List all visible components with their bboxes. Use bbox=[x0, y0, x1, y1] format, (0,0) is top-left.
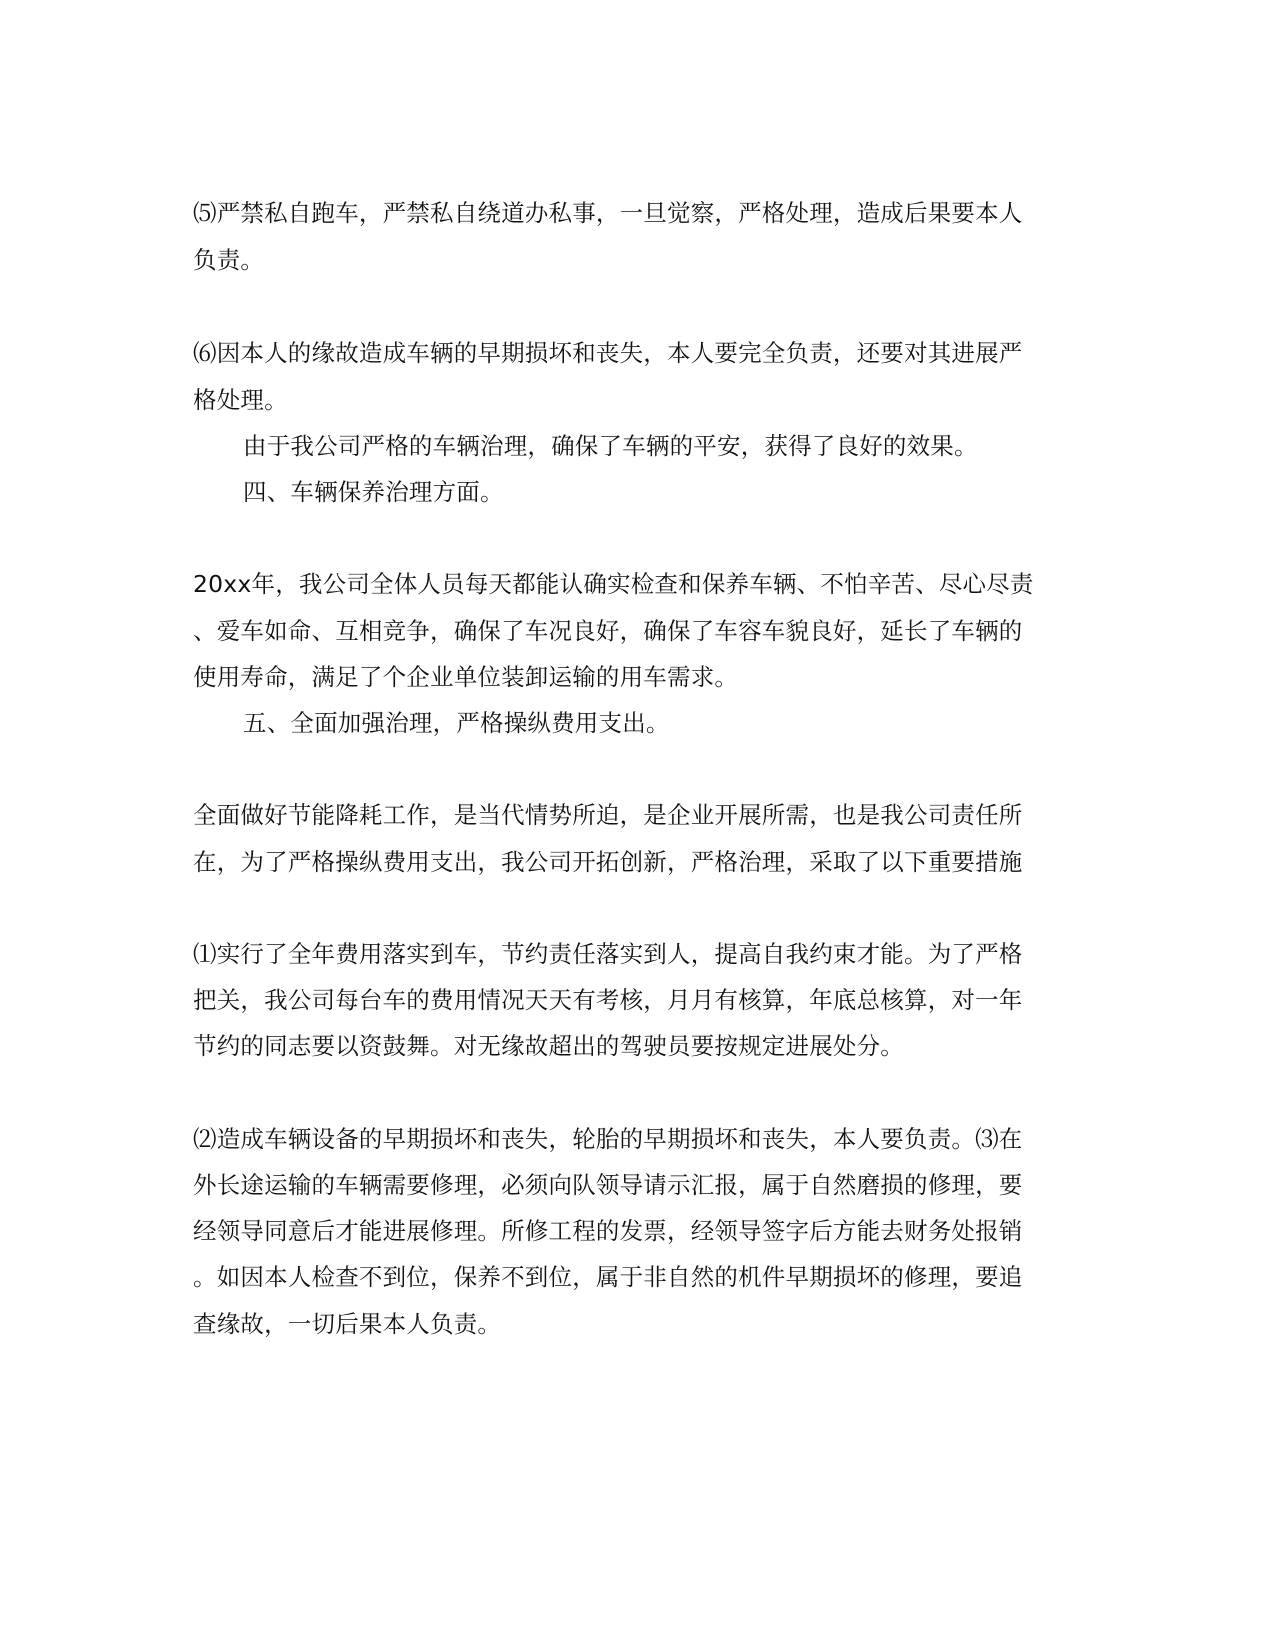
text-line: 负责。 bbox=[193, 246, 265, 274]
text-line: ⑸严禁私自跑车，严禁私自绕道办私事，一旦觉察，严格处理，造成后果要本人 bbox=[193, 199, 1023, 227]
text-line: ⑹因本人的缘故造成车辆的早期损坏和丧失，本人要完全负责，还要对其进展严 bbox=[193, 339, 1023, 367]
section-heading: 五、全面加强治理，严格操纵费用支出。 bbox=[243, 709, 670, 737]
text-line: 查缘故，一切后果本人负责。 bbox=[193, 1310, 502, 1338]
text-line: 外长途运输的车辆需要修理，必须向队领导请示汇报，属于自然磨损的修理，要 bbox=[193, 1171, 1023, 1199]
text-line: 在，为了严格操纵费用支出，我公司开拓创新，严格治理，采取了以下重要措施 bbox=[193, 848, 1023, 876]
text-line: 把关，我公司每台车的费用情况天天有考核，月月有核算，年底总核算，对一年 bbox=[193, 986, 1023, 1014]
text-line: 使用寿命，满足了个企业单位装卸运输的用车需求。 bbox=[193, 663, 739, 691]
text-line: 全面做好节能降耗工作，是当代情势所迫，是企业开展所需，也是我公司责任所 bbox=[193, 801, 1023, 829]
text-line: 、爱车如命、互相竞争，确保了车况良好，确保了车容车貌良好，延长了车辆的 bbox=[193, 617, 1023, 645]
section-heading: 四、车辆保养治理方面。 bbox=[243, 478, 504, 506]
text-line: 由于我公司严格的车辆治理，确保了车辆的平安，获得了良好的效果。 bbox=[243, 432, 978, 460]
text-line: 经领导同意后才能进展修理。所修工程的发票，经领导签字后方能去财务处报销 bbox=[193, 1217, 1023, 1245]
text-line: 。如因本人检查不到位，保养不到位，属于非自然的机件早期损坏的修理，要追 bbox=[193, 1263, 1023, 1291]
text-line: ⑴实行了全年费用落实到车，节约责任落实到人，提高自我约束才能。为了严格 bbox=[193, 940, 1023, 968]
text-line: 格处理。 bbox=[193, 386, 288, 414]
text-line: ⑵造成车辆设备的早期损坏和丧失，轮胎的早期损坏和丧失，本人要负责。⑶在 bbox=[193, 1125, 1023, 1153]
text-line: 节约的同志要以资鼓舞。对无缘故超出的驾驶员要按规定进展处分。 bbox=[193, 1032, 904, 1060]
text-line: 20xx年，我公司全体人员每天都能认确实检查和保养车辆、不怕辛苦、尽心尽责 bbox=[193, 570, 1034, 598]
